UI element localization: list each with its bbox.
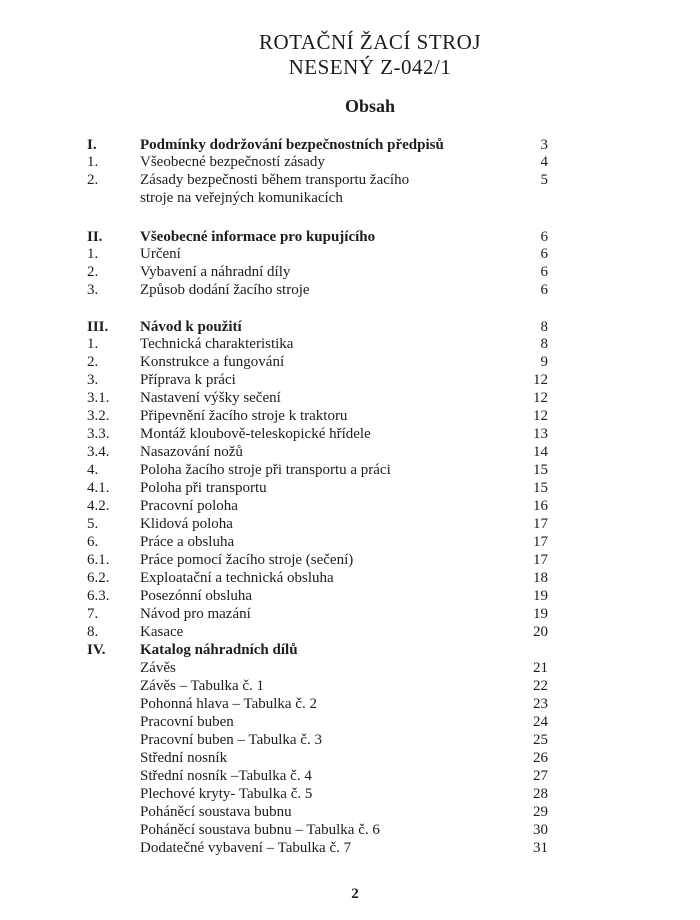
- toc-entry-number: 2.: [87, 264, 99, 280]
- toc-entry-row: [0, 767, 700, 786]
- toc-entry-title: Pracovní buben: [140, 714, 234, 730]
- toc-entry-page: 4: [540, 154, 548, 170]
- toc-entry-number: 3.2.: [87, 408, 110, 424]
- toc-entry-title: Všeobecné informace pro kupujícího: [140, 229, 376, 245]
- document-title-line2: NESENÝ Z-042/1: [288, 55, 452, 79]
- toc-entry-page: 13: [533, 426, 548, 442]
- toc-entry-title: Montáž kloubově-teleskopické hřídele: [140, 426, 371, 442]
- toc-entry-row: [0, 731, 700, 750]
- toc-entry-row: [0, 839, 700, 858]
- toc-entry-row: [0, 785, 700, 804]
- toc-entry-row: [0, 623, 700, 642]
- toc-entry-title: Poháněcí soustava bubnu – Tabulka č. 6: [140, 822, 380, 838]
- toc-entry-page: 6: [540, 282, 548, 298]
- toc-entry-page: 31: [533, 840, 548, 856]
- toc-entry-page: 12: [533, 408, 548, 424]
- toc-entry-title: Exploatační a technická obsluha: [140, 570, 334, 586]
- toc-entry-page: 3: [540, 137, 548, 153]
- toc-entry-title: stroje na veřejných komunikacích: [140, 190, 343, 206]
- toc-entry-number: 4.2.: [87, 498, 110, 514]
- toc-entry-row: [0, 515, 700, 534]
- toc-entry-title: Zásady bezpečnosti během transportu žacího: [140, 172, 410, 188]
- toc-entry-row: [0, 245, 700, 264]
- toc-entry-title: Práce a obsluha: [140, 534, 235, 550]
- toc-entry-title: Konstrukce a fungování: [140, 354, 285, 370]
- toc-entry-row: [0, 425, 700, 444]
- toc-entry-number: 1.: [87, 336, 99, 352]
- toc-entry-title: Poloha při transportu: [140, 480, 267, 496]
- toc-entry-row: [0, 533, 700, 552]
- toc-section-row: [0, 641, 700, 660]
- toc-entry-title: Závěs – Tabulka č. 1: [140, 678, 265, 694]
- toc-entry-page: 29: [533, 804, 548, 820]
- toc-entry-page: 24: [533, 714, 548, 730]
- toc-entry-row: [0, 335, 700, 354]
- toc-entry-title: Kasace: [140, 624, 184, 640]
- toc-entry-number: 8.: [87, 624, 99, 640]
- contents-heading: Obsah: [344, 96, 396, 116]
- toc-entry-number: 1.: [87, 246, 99, 262]
- toc-entry-row: [0, 263, 700, 282]
- toc-entry-page: 17: [533, 516, 548, 532]
- toc-entry-title: Poháněcí soustava bubnu: [140, 804, 292, 820]
- toc-entry-title: Příprava k práci: [140, 372, 236, 388]
- toc-entry-row: [0, 281, 700, 300]
- toc-entry-row: [0, 551, 700, 570]
- toc-entry-number: 2.: [87, 172, 99, 188]
- toc-entry-row: [0, 389, 700, 408]
- toc-entry-page: 20: [533, 624, 548, 640]
- toc-entry-page: 19: [533, 606, 548, 622]
- toc-entry-page: 17: [533, 534, 548, 550]
- toc-entry-title: Klidová poloha: [140, 516, 233, 532]
- toc-entry-title: Pracovní poloha: [140, 498, 238, 514]
- toc-entry-title: Poloha žacího stroje při transportu a práci: [140, 462, 391, 478]
- toc-entry-page: 12: [533, 372, 548, 388]
- toc-entry-number: 6.1.: [87, 552, 110, 568]
- page-number: 2: [351, 886, 359, 902]
- toc-entry-number: 3.1.: [87, 390, 110, 406]
- toc-entry-title: Pohonná hlava – Tabulka č. 2: [140, 696, 317, 712]
- toc-entry-title: Střední nosník –Tabulka č. 4: [140, 768, 312, 784]
- toc-entry-row: [0, 749, 700, 768]
- toc-entry-number: 3.: [87, 372, 99, 388]
- toc-entry-number: 5.: [87, 516, 99, 532]
- toc-entry-page: 23: [533, 696, 548, 712]
- toc-entry-page: 6: [540, 246, 548, 262]
- toc-entry-title: Podmínky dodržování bezpečnostních předpisů: [140, 137, 444, 153]
- toc-entry-title: Připevnění žacího stroje k traktoru: [140, 408, 348, 424]
- toc-entry-number: 3.3.: [87, 426, 110, 442]
- toc-entry-row: [0, 677, 700, 696]
- toc-entry-title: Nastavení výšky sečení: [140, 390, 281, 406]
- toc-entry-title: Střední nosník: [140, 750, 228, 766]
- toc-entry-page: 8: [540, 336, 548, 352]
- toc-entry-page: 8: [540, 319, 548, 335]
- toc-entry-title: Všeobecné bezpečností zásady: [140, 154, 325, 170]
- toc-entry-title: Návod pro mazání: [140, 606, 251, 622]
- toc-entry-number: 1.: [87, 154, 99, 170]
- toc-entry-title: Posezónní obsluha: [140, 588, 253, 604]
- toc-entry-number: 6.3.: [87, 588, 110, 604]
- toc-entry-page: 14: [533, 444, 548, 460]
- toc-entry-row: [0, 569, 700, 588]
- toc-entry-title: Práce pomocí žacího stroje (sečení): [140, 552, 354, 568]
- toc-entry-number: 7.: [87, 606, 99, 622]
- toc-entry-page: 6: [540, 229, 548, 245]
- toc-entry-row: [0, 713, 700, 732]
- toc-entry-row: [0, 353, 700, 372]
- toc-entry-page: 16: [533, 498, 548, 514]
- toc-entry-number: III.: [87, 319, 109, 335]
- toc-entry-page: 30: [533, 822, 548, 838]
- toc-entry-row: [0, 171, 700, 190]
- toc-entry-number: 2.: [87, 354, 99, 370]
- document-title-line1: ROTAČNÍ ŽACÍ STROJ: [259, 30, 481, 54]
- toc-entry-row: [0, 497, 700, 516]
- toc-entry-page: 22: [533, 678, 548, 694]
- toc-entry-row: [0, 153, 700, 172]
- toc-entry-title: Způsob dodání žacího stroje: [140, 282, 310, 298]
- toc-entry-page: 21: [533, 660, 548, 676]
- toc-entry-row: [0, 443, 700, 462]
- toc-entry-number: 6.: [87, 534, 99, 550]
- toc-entry-number: 3.: [87, 282, 99, 298]
- toc-entry-row: [0, 189, 700, 208]
- toc-entry-title: Dodatečné vybavení – Tabulka č. 7: [140, 840, 352, 856]
- toc-entry-page: 6: [540, 264, 548, 280]
- toc-entry-title: Technická charakteristika: [140, 336, 294, 352]
- toc-entry-title: Vybavení a náhradní díly: [140, 264, 291, 280]
- toc-entry-row: [0, 479, 700, 498]
- toc-entry-page: 15: [533, 462, 548, 478]
- toc-entry-page: 26: [533, 750, 548, 766]
- toc-entry-title: Určení: [140, 246, 181, 262]
- toc-entry-title: Závěs: [140, 660, 176, 676]
- toc-entry-number: IV.: [87, 642, 106, 658]
- toc-entry-title: Nasazování nožů: [140, 444, 243, 460]
- toc-entry-row: [0, 587, 700, 606]
- toc-entry-number: II.: [87, 229, 103, 245]
- toc-entry-page: 17: [533, 552, 548, 568]
- toc-entry-row: [0, 605, 700, 624]
- toc-entry-row: [0, 695, 700, 714]
- toc-entry-page: 5: [540, 172, 548, 188]
- toc-entry-page: 28: [533, 786, 548, 802]
- toc-entry-row: [0, 371, 700, 390]
- toc-entry-page: 25: [533, 732, 548, 748]
- toc-entry-number: 3.4.: [87, 444, 110, 460]
- toc-entry-title: Katalog náhradních dílů: [140, 642, 298, 658]
- toc-entry-row: [0, 461, 700, 480]
- toc-entry-row: [0, 803, 700, 822]
- toc-entry-row: [0, 659, 700, 678]
- toc-entry-title: Pracovní buben – Tabulka č. 3: [140, 732, 322, 748]
- toc-entry-page: 12: [533, 390, 548, 406]
- toc-entry-number: 4.: [87, 462, 99, 478]
- toc-entry-number: 4.1.: [87, 480, 110, 496]
- toc-entry-row: [0, 821, 700, 840]
- toc-entry-number: I.: [87, 137, 97, 153]
- toc-entry-page: 9: [540, 354, 548, 370]
- toc-entry-page: 27: [533, 768, 548, 784]
- toc-entry-page: 15: [533, 480, 548, 496]
- toc-entry-number: 6.2.: [87, 570, 110, 586]
- toc-entry-title: Návod k použití: [140, 319, 242, 335]
- toc-entry-title: Plechové kryty- Tabulka č. 5: [140, 786, 313, 802]
- toc-entry-page: 19: [533, 588, 548, 604]
- toc-entry-page: 18: [533, 570, 548, 586]
- toc-entry-row: [0, 407, 700, 426]
